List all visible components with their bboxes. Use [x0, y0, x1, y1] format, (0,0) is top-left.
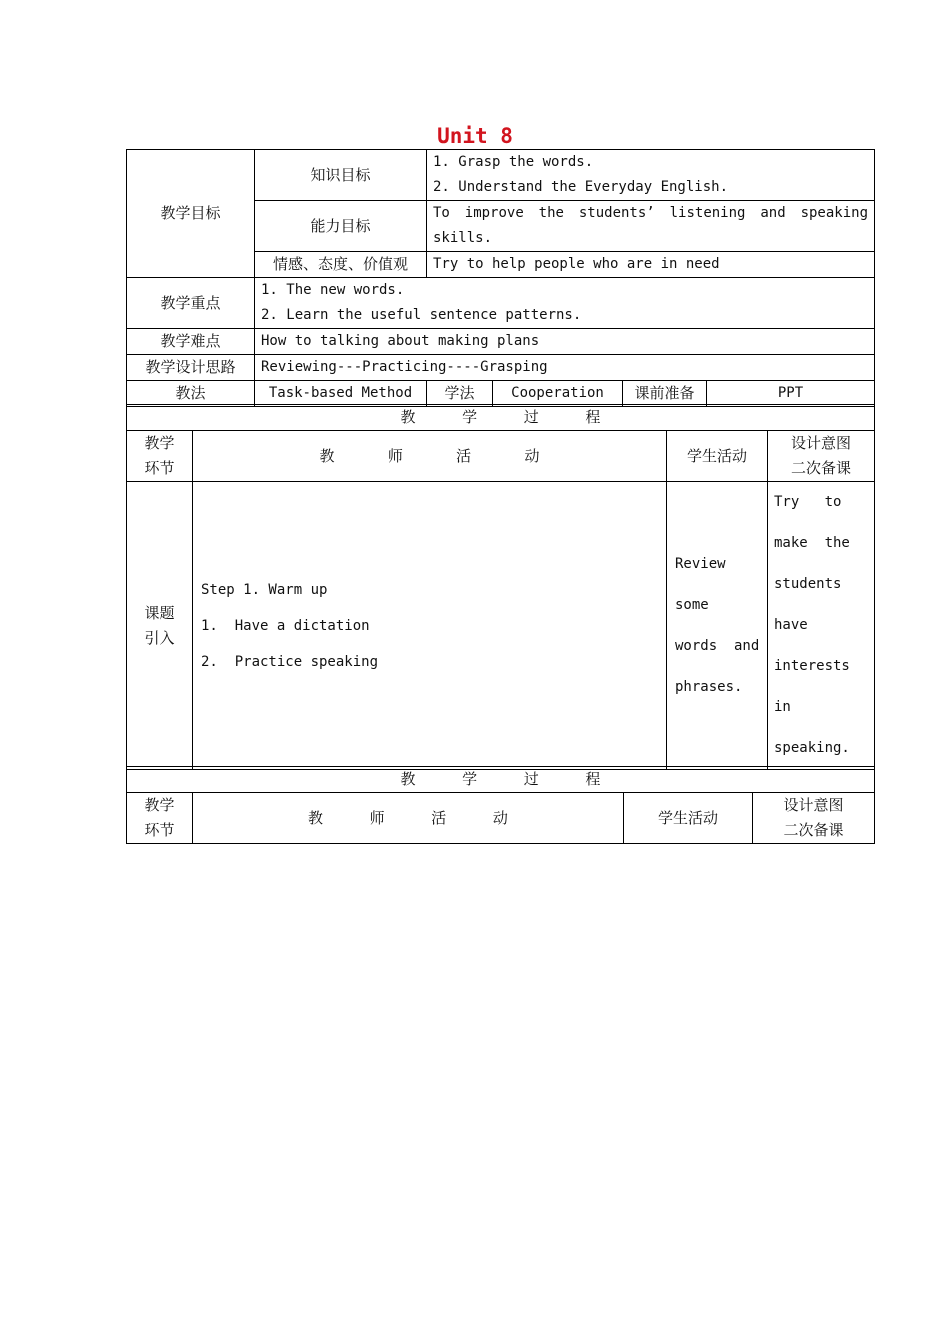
- col-teacher-char: 动: [524, 446, 540, 465]
- intro-teacher-line: 2. Practice speaking: [201, 653, 379, 670]
- process-table-1: [126, 404, 875, 770]
- key-points-items: [255, 278, 875, 329]
- difficulties-label: 教学难点: [127, 329, 255, 355]
- col-design-line: 设计意图: [783, 796, 844, 814]
- process-header-char: 程: [585, 408, 601, 426]
- col-design-line: 二次备课: [783, 821, 844, 839]
- intro-design-line: Try to: [774, 494, 842, 510]
- intro-student-line: words and: [675, 637, 760, 654]
- col-teacher-char: 教: [308, 808, 344, 827]
- process-header-char: 教: [400, 408, 437, 426]
- intro-student: [667, 482, 768, 770]
- knowledge-items: [427, 150, 875, 201]
- process-header-char: 学: [462, 408, 499, 426]
- intro-stage: [127, 482, 193, 770]
- process-header-char: 程: [585, 770, 601, 788]
- teaching-method-label: 教法: [127, 381, 255, 407]
- col-stage-line: 环节: [144, 459, 175, 477]
- intro-stage-line: 引入: [144, 628, 175, 647]
- key-point-item: 2. Learn the useful sentence patterns.: [261, 307, 582, 323]
- col-teacher-char: 师: [369, 808, 406, 827]
- intro-teacher-line: Step 1. Warm up: [201, 581, 328, 598]
- process-header: [127, 405, 875, 431]
- col-stage-line: 教学: [144, 796, 175, 814]
- design-idea-text: Reviewing---Practicing----Grasping: [255, 355, 875, 381]
- process-header: [127, 767, 875, 793]
- emotion-label: 情感、态度、价值观: [255, 252, 427, 278]
- difficulties-text: How to talking about making plans: [255, 329, 875, 355]
- prep-value: PPT: [707, 381, 875, 407]
- col-teacher-char: 师: [387, 446, 428, 465]
- intro-design: [768, 482, 875, 770]
- col-student: 学生活动: [667, 431, 768, 482]
- process-header-char: 过: [523, 770, 560, 788]
- teaching-method-value: Task-based Method: [255, 381, 427, 407]
- design-idea-label: 教学设计思路: [127, 355, 255, 381]
- intro-student-line: Review: [675, 555, 726, 572]
- document-title: Unit 8: [437, 124, 513, 148]
- intro-design-line: interests: [774, 658, 850, 674]
- col-design-line: 二次备课: [790, 459, 851, 477]
- ability-line: skills.: [433, 230, 493, 246]
- intro-design-line: speaking.: [774, 740, 850, 756]
- col-design-line: 设计意图: [790, 434, 851, 452]
- ability-text: [427, 201, 875, 252]
- col-teacher-char: 活: [431, 808, 468, 827]
- intro-student-line: phrases.: [675, 678, 743, 695]
- key-point-item: 1. The new words.: [261, 282, 405, 298]
- knowledge-label: 知识目标: [255, 150, 427, 201]
- prep-label: 课前准备: [623, 381, 707, 407]
- learning-method-label: 学法: [427, 381, 493, 407]
- learning-method-value: Cooperation: [493, 381, 623, 407]
- intro-stage-line: 课题: [144, 603, 175, 622]
- process-header-char: 教: [400, 770, 437, 788]
- col-teacher-char: 活: [456, 446, 496, 465]
- ability-line: To improve the students’ listening and speaking: [433, 205, 868, 221]
- col-stage: [127, 431, 193, 482]
- knowledge-item: 2. Understand the Everyday English.: [433, 179, 729, 195]
- col-student: 学生活动: [624, 793, 753, 844]
- col-design: [753, 793, 875, 844]
- intro-teacher-line: 1. Have a dictation: [201, 617, 370, 634]
- process-table-2: [126, 766, 875, 844]
- intro-design-line: make the: [774, 535, 850, 551]
- col-teacher-char: 教: [319, 446, 359, 465]
- col-stage: [127, 793, 193, 844]
- process-header-char: 过: [523, 408, 560, 426]
- knowledge-item: 1. Grasp the words.: [433, 154, 594, 170]
- intro-student-line: some: [675, 596, 709, 613]
- intro-design-line: have: [774, 617, 808, 633]
- lesson-info-table: [126, 149, 875, 407]
- ability-label: 能力目标: [255, 201, 427, 252]
- emotion-text: Try to help people who are in need: [427, 252, 875, 278]
- process-header-char: 学: [462, 770, 499, 788]
- key-points-label: 教学重点: [127, 278, 255, 329]
- objectives-label: 教学目标: [127, 150, 255, 278]
- intro-design-line: students: [774, 576, 842, 592]
- col-teacher: [193, 431, 667, 482]
- col-stage-line: 环节: [144, 821, 175, 839]
- col-design: [768, 431, 875, 482]
- col-teacher-char: 动: [492, 808, 508, 827]
- col-teacher: [193, 793, 624, 844]
- col-stage-line: 教学: [144, 434, 175, 452]
- intro-teacher: [193, 482, 667, 770]
- intro-design-line: in: [774, 699, 791, 715]
